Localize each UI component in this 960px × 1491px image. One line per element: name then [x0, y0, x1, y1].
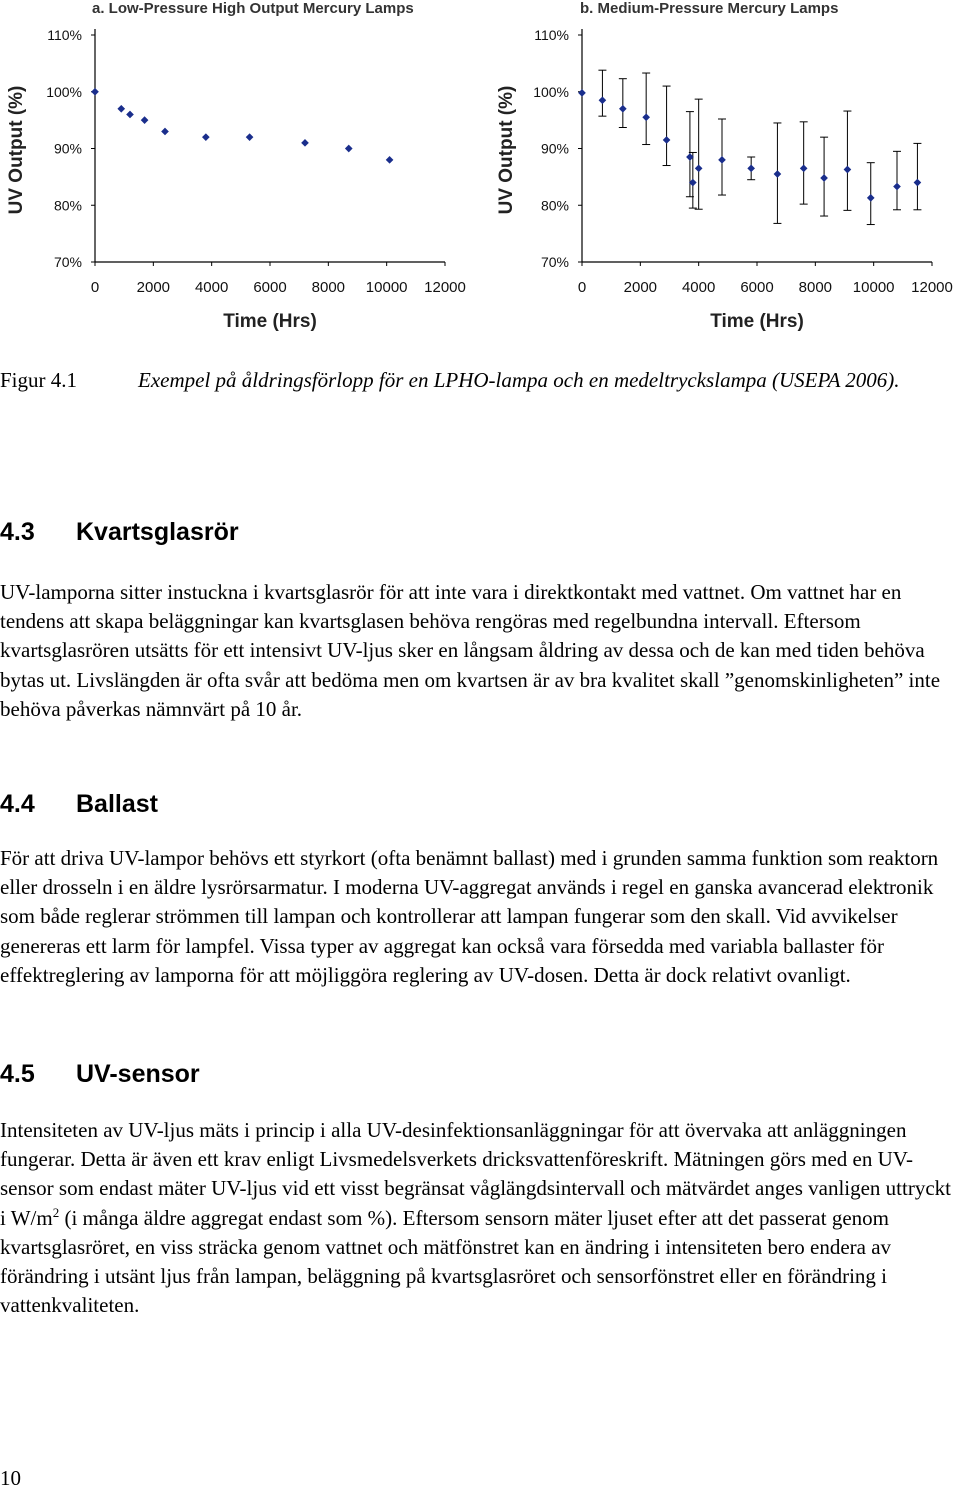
x-tick-label: 10000: [852, 279, 895, 296]
paragraph-text-after-superscript: (i många äldre aggregat endast som %). Eftersom sensorn mäter ljuset efter att det passerat genom kvartsglasröret, en viss sträcka genom vattnet och mätfönstret kan en ändring i intensiteten bero endera av förändring i utsänt ljus från lampan, beläggning på kvartsglasröret och sensorfönstret eller en förändring i vattenkvaliteten.: [0, 1205, 892, 1318]
data-point: [748, 165, 755, 172]
data-point: [246, 134, 253, 141]
figure-caption-label: Figur 4.1: [0, 368, 78, 392]
y-tick-label: 80%: [53, 197, 82, 214]
data-point: [141, 117, 148, 124]
section-heading-4-3: [0, 517, 239, 547]
figure-caption-text: Exempel på åldringsförlopp för en LPHO-lampa och en medeltryckslampa (USEPA 2006).: [138, 368, 900, 392]
x-tick-label: 2000: [623, 279, 658, 296]
section-heading-4-4: [0, 789, 158, 819]
data-point: [302, 139, 309, 146]
x-tick-label: 12000: [424, 279, 466, 296]
y-tick-label: 90%: [53, 140, 82, 157]
data-point: [202, 134, 209, 141]
data-point: [619, 105, 626, 112]
data-point: [118, 105, 125, 112]
y-axis-label: UV Output (%): [496, 85, 517, 215]
data-point: [821, 175, 828, 182]
x-tick-label: 6000: [253, 279, 287, 296]
data-point: [844, 166, 851, 173]
data-point: [800, 165, 807, 172]
data-point: [599, 97, 606, 104]
data-point: [386, 156, 393, 163]
section-paragraph-4-3: UV-lamporna sitter instuckna i kvartsglasrör för att inte vara i direktkontakt med vattnet. Om vattnet har en tendens att skapa beläggningar kan kvartsglasen behöva rengöras med regelbundna intervall. Eftersom kvartsglasrören utsätts för ett intensivt UV-ljus sker en långsam åldring av dessa och de kan med tiden behöva bytas ut. Livslängden är ofta svår att bedöma men om kvartsen är av bra kvalitet skall ”genomskinligheten” inte behöva påverkas nämnvärt på 10 år.: [0, 580, 941, 721]
data-point: [127, 111, 134, 118]
x-tick-label: 10000: [365, 279, 408, 296]
chart-panel-a: [6, 0, 466, 332]
y-tick-label: 70%: [53, 254, 82, 270]
section-paragraph-4-4: För att driva UV-lampor behövs ett styrkort (ofta benämnt ballast) med i grunden samma funktion som reaktorn eller drosseln i en äldre lysrörsarmatur. I moderna UV-aggregat används i regel en ganska avancerad elektronik som både reglerar strömmen till lampan och kontrollerar att lampan fungerar som den skall. Vid avvikelser genereras ett larm för lampfel. Vissa typer av aggregat kan också vara försedda med variabla ballaster för effektreglering av lamporna för att möjliggöra reglering av UV-dosen. Detta är dock relativt ovanligt.: [0, 846, 939, 987]
x-tick-label: 8000: [311, 279, 346, 296]
section-title: UV-sensor: [76, 1060, 200, 1088]
section-title: Kvartsglasrör: [76, 518, 239, 546]
data-point: [719, 156, 726, 163]
data-point: [914, 179, 921, 186]
y-tick-label: 100%: [46, 83, 82, 100]
data-point: [663, 137, 670, 144]
page-number: 10: [0, 1466, 21, 1490]
x-tick-label: 8000: [798, 279, 833, 296]
y-tick-label: 100%: [533, 83, 569, 100]
section-number: 4.3: [0, 518, 35, 546]
x-tick-label: 0: [90, 279, 100, 296]
data-point: [162, 128, 169, 135]
section-title: Ballast: [76, 790, 158, 818]
x-tick-label: 12000: [911, 279, 953, 296]
y-tick-label: 90%: [540, 140, 569, 157]
data-point: [695, 165, 702, 172]
data-point: [687, 154, 694, 161]
x-axis-label: Time (Hrs): [223, 311, 317, 332]
data-point: [579, 89, 586, 96]
y-tick-label: 110%: [47, 27, 82, 43]
chart-title: a. Low-Pressure High Output Mercury Lamps: [92, 0, 414, 17]
chart-panel-b: [496, 0, 953, 332]
section-number: 4.5: [0, 1060, 35, 1088]
y-tick-label: 80%: [540, 197, 569, 214]
section-heading-4-5: [0, 1059, 200, 1089]
section-paragraph-4-5: [0, 1116, 960, 1320]
chart-title: b. Medium-Pressure Mercury Lamps: [580, 0, 839, 17]
x-axis-label: Time (Hrs): [710, 311, 804, 332]
x-tick-label: 0: [577, 279, 587, 296]
y-axis-label: UV Output (%): [6, 85, 27, 215]
data-point: [92, 88, 99, 95]
x-tick-label: 4000: [681, 279, 716, 296]
data-point: [689, 179, 696, 186]
section-number: 4.4: [0, 790, 35, 818]
x-tick-label: 4000: [194, 279, 229, 296]
data-point: [643, 114, 650, 121]
x-tick-label: 6000: [740, 279, 774, 296]
paragraph-text-before-superscript: Intensiteten av UV-ljus mäts i princip i alla UV-desinfektionsanläggningar för att övervaka att anläggningen fungerar. Detta är även ett krav enligt Livsmedelsverkets dricksvattenföreskrift. Mätningen görs med en UV-sensor som endast mäter UV-ljus vid ett visst begränsat våglängdsintervall och mätvärdet anges vanligen uttryckt i W/m: [0, 1118, 951, 1230]
data-point: [867, 194, 874, 201]
y-tick-label: 70%: [540, 254, 569, 270]
x-tick-label: 2000: [136, 279, 171, 296]
data-point: [345, 145, 352, 152]
uv-lamp-aging-figure: [0, 0, 960, 345]
superscript-exponent: 2: [52, 1204, 60, 1220]
data-point: [894, 183, 901, 190]
y-tick-label: 110%: [534, 27, 569, 43]
data-point: [774, 171, 781, 178]
